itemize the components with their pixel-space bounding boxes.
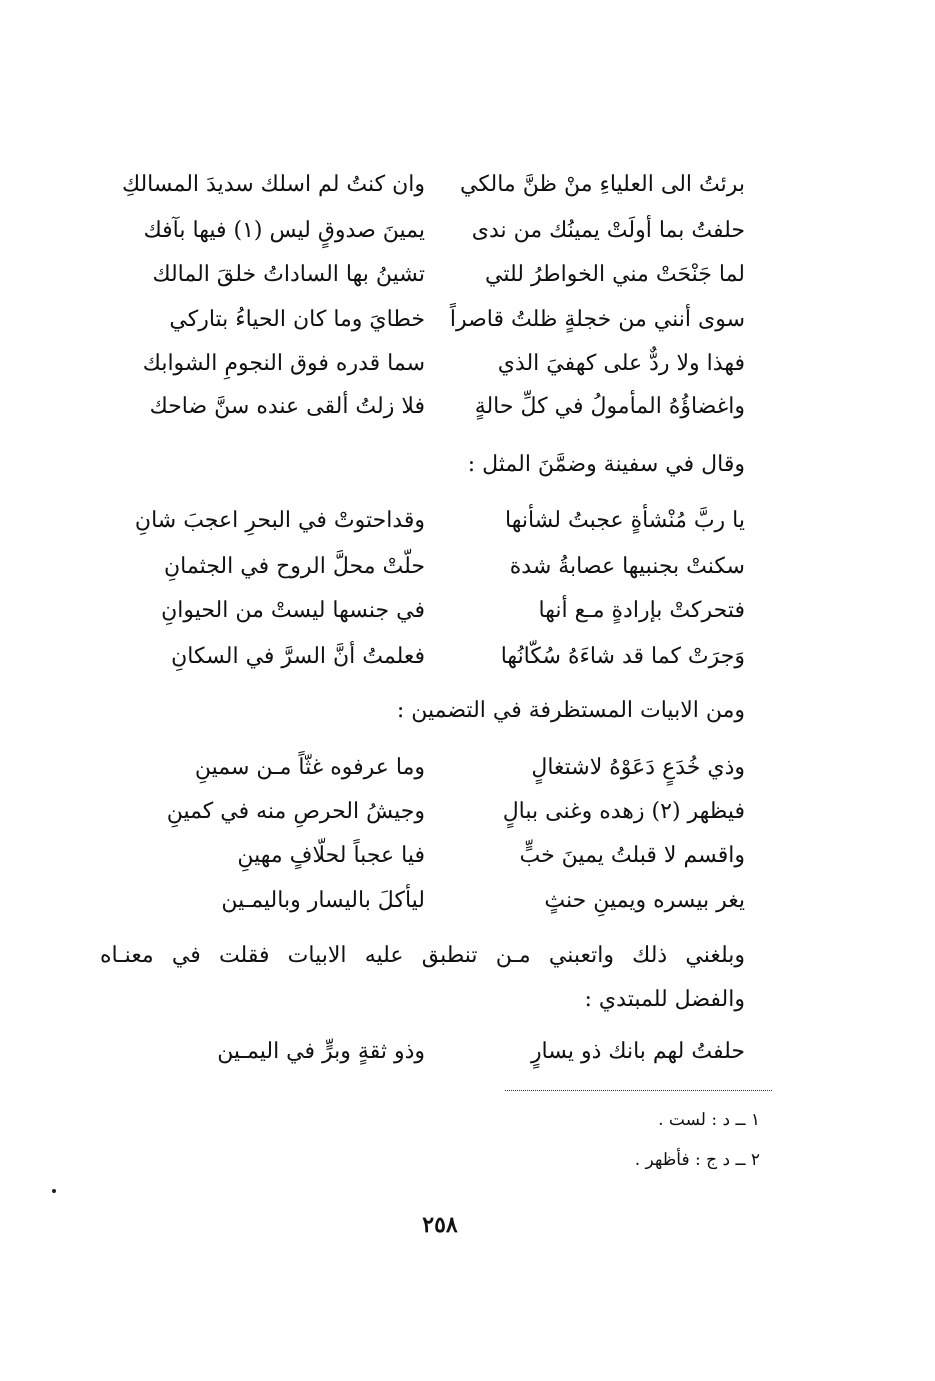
verse — [130, 383, 745, 429]
hemistich-right: فتحركتْ بإرادةٍ مـع أنها — [538, 597, 745, 623]
verse — [130, 587, 745, 633]
hemistich-right: حلفتُ بما أولَتْ يمينُك من ندى — [471, 217, 745, 243]
section-intro: وقال في سفينة وضمَّنَ المثل : — [467, 452, 745, 477]
hemistich-right: واغضاؤُهُ المأمولُ في كلِّ حالةٍ — [474, 393, 745, 419]
footnote: ٢ ــ د ج : فأظهر . — [634, 1150, 760, 1170]
hemistich-left: خطايَ وما كان الحياءُ بتاركي — [169, 306, 425, 332]
hemistich-left: وما عرفوه غثّاً مـن سمينِ — [194, 754, 425, 780]
hemistich-left: فعلمتُ أنَّ السرَّ في السكانِ — [171, 643, 425, 669]
verse — [130, 877, 745, 923]
verse — [130, 207, 745, 253]
prose-line: وبلغني ذلك واتعبني مـن تنطبق عليه الابيات فقلت في معنـاه — [100, 943, 745, 968]
hemistich-right: وَجرَتْ كما قد شاءَهُ سُكّانُها — [500, 643, 745, 669]
hemistich-right: يغر بيسره ويمينِ حنثٍ — [544, 887, 745, 913]
hemistich-left: فلا زلتُ ألقى عنده سنَّ ضاحك — [149, 393, 425, 419]
hemistich-right: وذي خُدَعٍ دَعَوْهُ لاشتغالٍ — [531, 754, 745, 780]
verse — [130, 832, 745, 878]
hemistich-left: في جنسها ليستْ من الحيوانِ — [161, 597, 425, 623]
hemistich-left: تشينُ بها الساداتُ خلقَ المالك — [152, 261, 425, 287]
verse — [130, 543, 745, 589]
page-number: ٢٥٨ — [422, 1212, 458, 1238]
section-intro: ومن الابيات المستظرفة في التضمين : — [396, 698, 745, 723]
verse — [130, 744, 745, 790]
hemistich-left: يمينَ صدوقٍ ليس (١) فيها بآفك — [143, 217, 425, 243]
verse — [130, 788, 745, 834]
hemistich-left: حلّتْ محلَّ الروح في الجثمانِ — [164, 553, 425, 579]
verse — [130, 497, 745, 543]
hemistich-left: وجيشُ الحرصِ منه في كمينِ — [166, 798, 425, 824]
verse — [130, 296, 745, 342]
hemistich-left: سما قدره فوق النجومِ الشوابك — [142, 350, 425, 376]
hemistich-right: حلفتُ لهم بانك ذو يسارٍ — [530, 1038, 745, 1064]
hemistich-left: وقداحتوتْ في البحرِ اعجبَ شانِ — [134, 507, 425, 533]
verse — [130, 251, 745, 297]
hemistich-right: فهذا ولا ردٌّ على كهفيَ الذي — [497, 350, 745, 376]
hemistich-right: فيظهر (٢) زهده وغنى ببالٍ — [502, 798, 745, 824]
hemistich-right: سوى أنني من خجلةٍ ظلتُ قاصراً — [449, 306, 745, 332]
verse — [130, 340, 745, 386]
hemistich-left: فيا عجباً لحلّافٍ مهينِ — [237, 842, 425, 868]
hemistich-right: برئتُ الى العلياءِ منْ ظنَّ مالكي — [460, 171, 745, 197]
verse — [130, 1028, 745, 1074]
hemistich-right: يا ربَّ مُنْشأةٍ عجبتُ لشأنها — [505, 507, 745, 533]
prose-line: والفضل للمبتدي : — [584, 987, 745, 1012]
footnote: ١ ــ د : لست . — [658, 1110, 760, 1130]
footnote-separator — [505, 1090, 772, 1091]
hemistich-left: وان كنتُ لم اسلك سديدَ المسالكِ — [121, 171, 425, 197]
hemistich-left: وذو ثقةٍ وبرٍّ في اليمـين — [217, 1038, 425, 1064]
hemistich-right: واقسم لا قبلتُ يمينَ خبٍّ — [519, 842, 745, 868]
hemistich-right: سكنتْ بجنبيها عصابةُ شدة — [509, 553, 745, 579]
speck — [52, 1189, 56, 1193]
verse — [121, 161, 745, 207]
verse — [130, 633, 745, 679]
hemistich-left: ليأكلَ باليسار وباليمـين — [221, 887, 425, 913]
hemistich-right: لما جَنْحَتْ مني الخواطرُ للتي — [484, 261, 745, 287]
